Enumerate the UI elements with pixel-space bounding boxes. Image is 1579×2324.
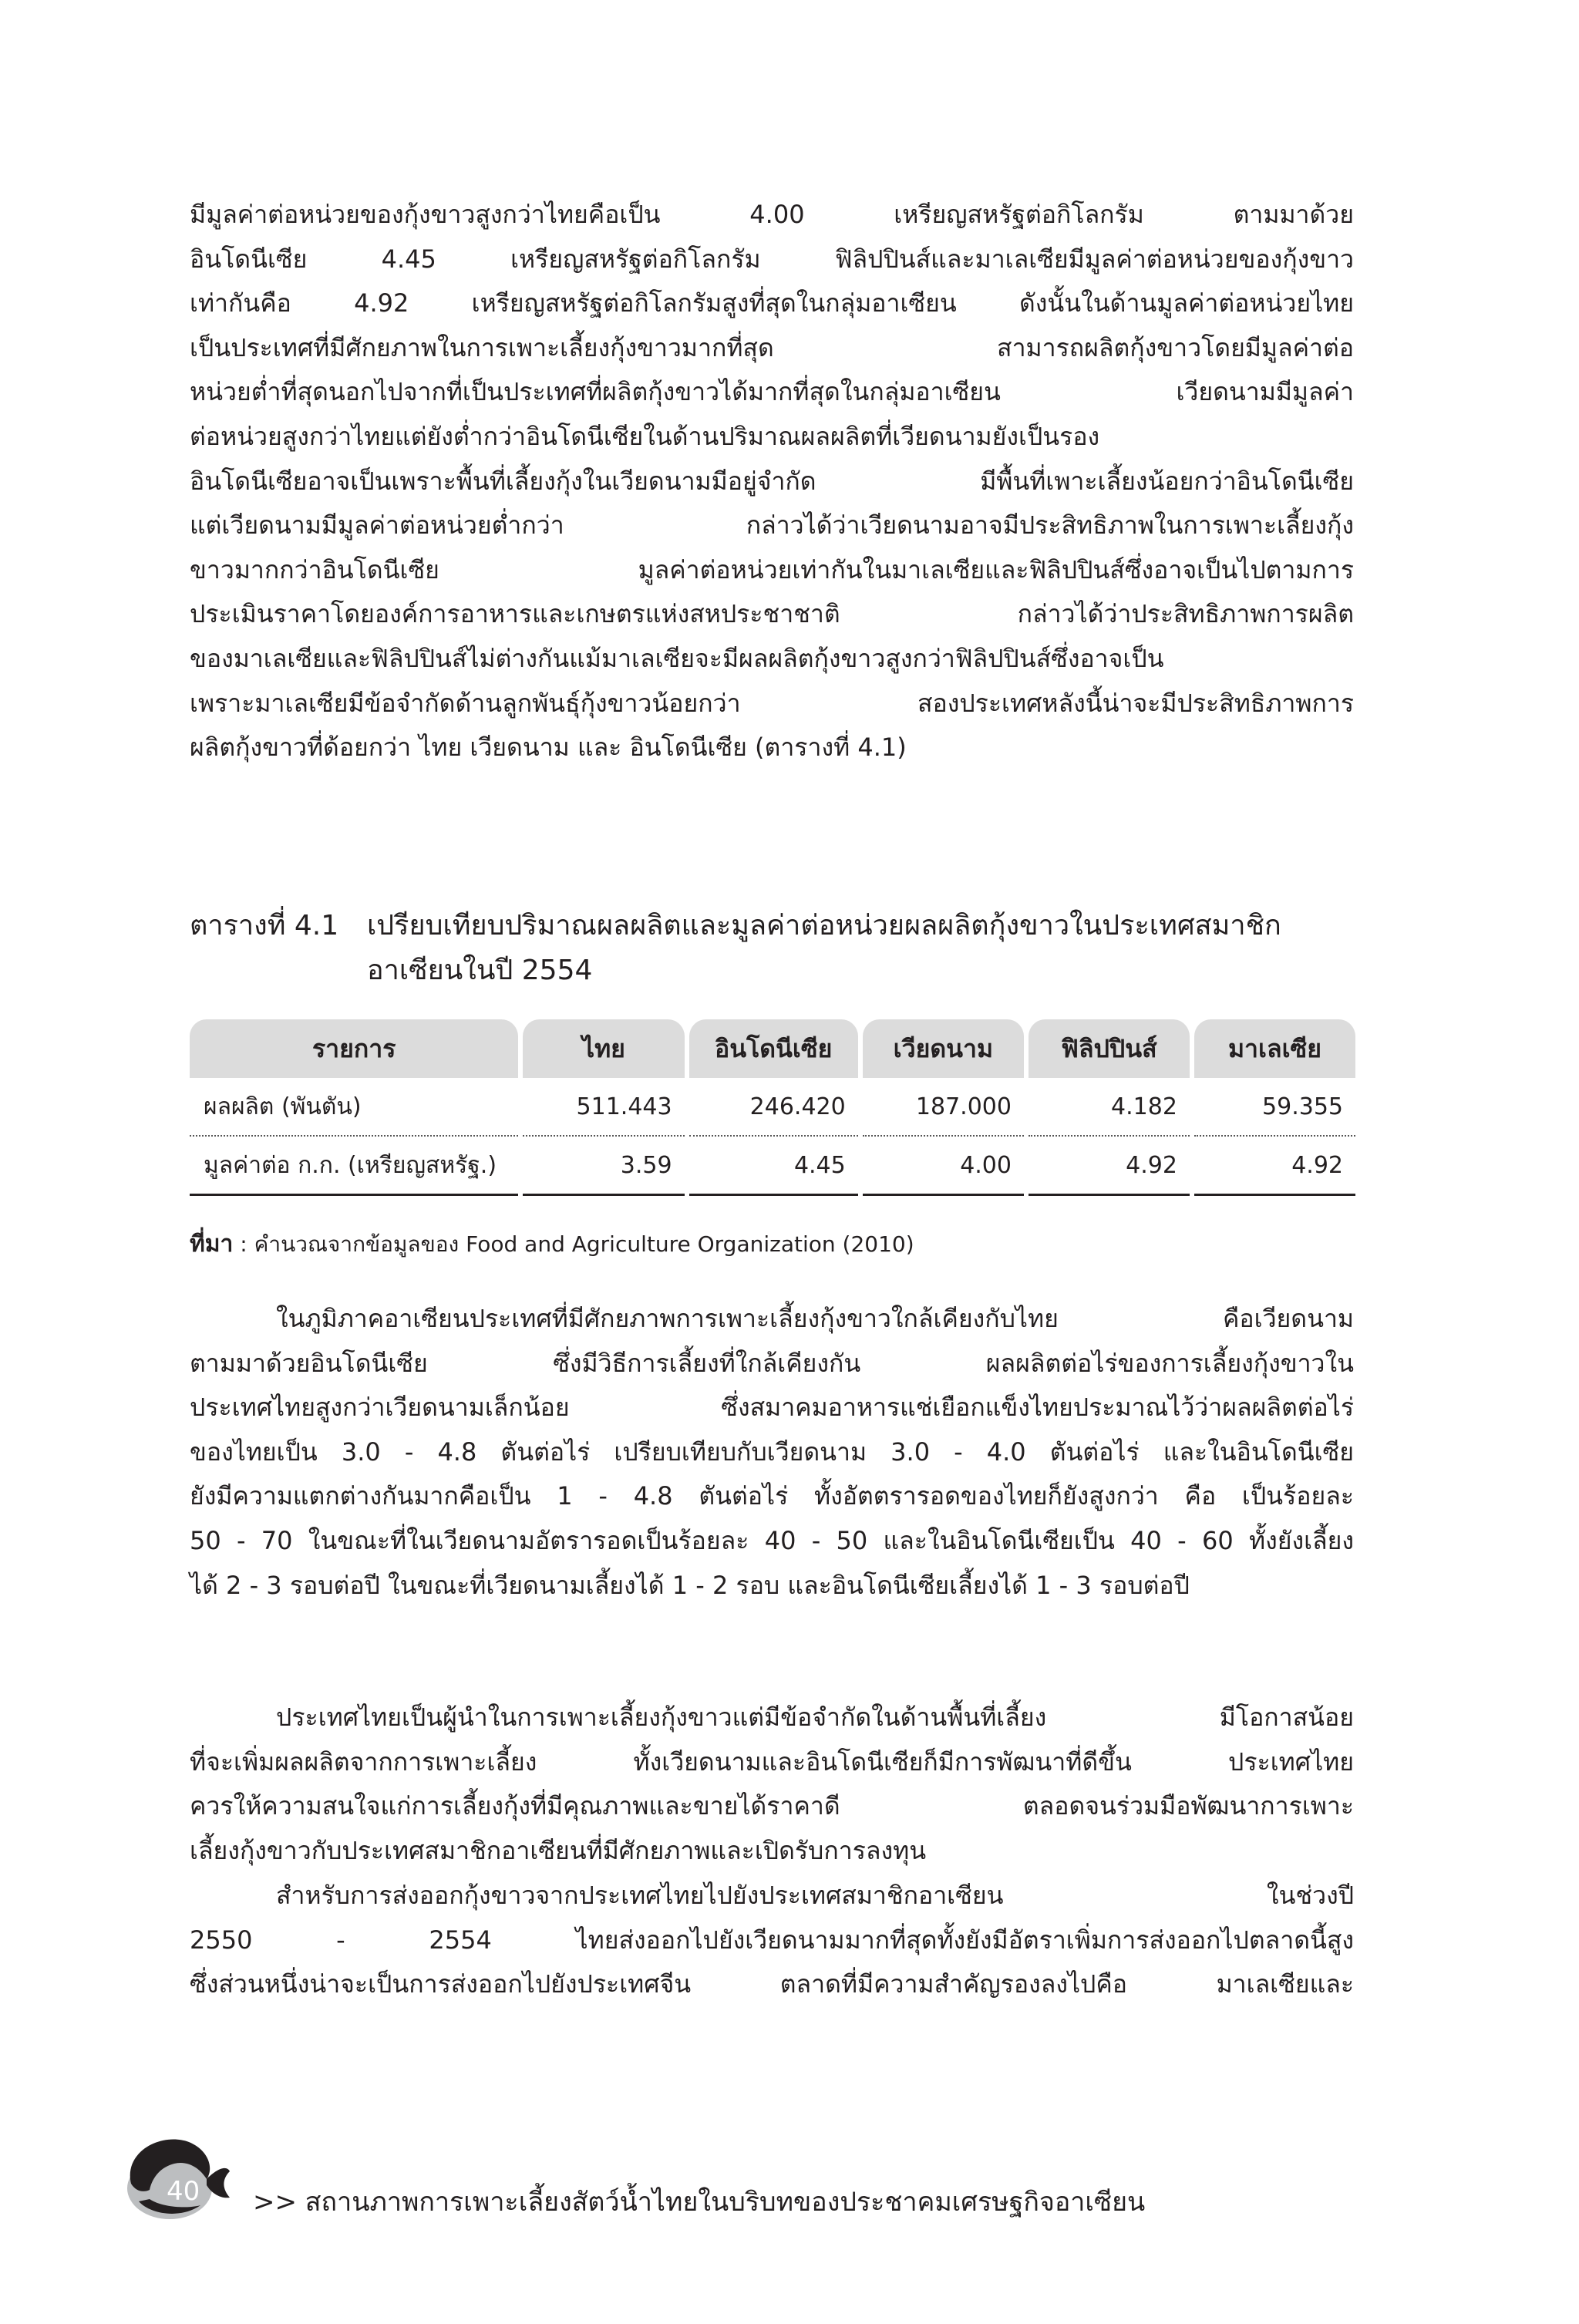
- page-number: 40: [167, 2176, 200, 2207]
- source-label: ที่มา: [190, 1231, 234, 1258]
- text-line: 50 - 70 ในขณะที่ในเวียดนามอัตรารอดเป็นร้อยละ 40 - 50 และในอินโดนีเซียเป็น 40 - 60 ทั้งยังเลี้ยง: [190, 1525, 1354, 1555]
- fish-logo-icon: [116, 2128, 231, 2221]
- paragraph-1: [190, 193, 1354, 770]
- paragraph-2: [190, 1297, 1354, 1608]
- text-line: ของไทยเป็น 3.0 - 4.8 ตันต่อไร่ เปรียบเทียบกับเวียดนาม 3.0 - 4.0 ตันต่อไร่ และในอินโดนีเซีย: [190, 1437, 1354, 1467]
- text-line: เป็นประเทศที่มีศักยภาพในการเพาะเลี้ยงกุ้งขาวมากที่สุด สามารถผลิตกุ้งขาวโดยมีมูลค่าต่อ: [190, 332, 1354, 362]
- text-line: ที่จะเพิ่มผลผลิตจากการเพาะเลี้ยง ทั้งเวียดนามและอินโดนีเซียก็มีการพัฒนาที่ดีขึ้น ประเทศไทย: [190, 1746, 1354, 1777]
- text-line: ของมาเลเซียและฟิลิปปินส์ไม่ต่างกันแม้มาเลเซียจะมีผลผลิตกุ้งขาวสูงกว่าฟิลิปปินส์ซึ่งอาจเป็น: [190, 643, 1164, 673]
- text-line: มีมูลค่าต่อหน่วยของกุ้งขาวสูงกว่าไทยคือเป็น 4.00 เหรียญสหรัฐต่อกิโลกรัม ตามมาด้วย: [190, 200, 1354, 229]
- table-cell: 59.355: [1194, 1078, 1355, 1137]
- text-line: ต่อหน่วยสูงกว่าไทยแต่ยังต่ำกว่าอินโดนีเซียในด้านปริมาณผลผลิตที่เวียดนามยังเป็นรอง: [190, 421, 1100, 451]
- text-line: ประเมินราคาโดยองค์การอาหารและเกษตรแห่งสหประชาชาติ กล่าวได้ว่าประสิทธิภาพการผลิต: [190, 599, 1354, 629]
- table-cell: 187.000: [863, 1078, 1024, 1137]
- table-caption-label: ตารางที่ 4.1: [190, 910, 339, 941]
- text-line: 2550 - 2554 ไทยส่งออกไปยังเวียดนามมากที่สุดทั้งยังมีอัตราเพิ่มการส่งออกไปตลาดนี้สูง: [190, 1925, 1354, 1955]
- column-header: อินโดนีเซีย: [689, 1019, 858, 1078]
- production-table: [185, 1019, 1360, 1196]
- table-cell: 4.92: [1029, 1137, 1190, 1196]
- text-line: ผลิตกุ้งขาวที่ด้อยกว่า ไทย เวียดนาม และ อินโดนีเซีย (ตารางที่ 4.1): [190, 733, 907, 763]
- text-line: ขาวมากกว่าอินโดนีเซีย มูลค่าต่อหน่วยเท่ากันในมาเลเซียและฟิลิปปินส์ซึ่งอาจเป็นไปตามการ: [190, 554, 1354, 584]
- column-header: ไทย: [523, 1019, 684, 1078]
- table-caption-title-cont: อาเซียนในปี 2554: [367, 955, 593, 986]
- paragraph-4: [190, 1874, 1354, 2007]
- table-header-row: [190, 1019, 1355, 1078]
- text-line: ตามมาด้วยอินโดนีเซีย ซึ่งมีวิธีการเลี้ยงที่ใกล้เคียงกัน ผลผลิตต่อไร่ของการเลี้ยงกุ้งขาวใน: [190, 1348, 1354, 1378]
- table-cell: 4.92: [1194, 1137, 1355, 1196]
- table-row: [190, 1137, 1355, 1196]
- table-source-note: [190, 1226, 914, 1262]
- text-line: ประเทศไทยสูงกว่าเวียดนามเล็กน้อย ซึ่งสมาคมอาหารแช่เยือกแข็งไทยประมาณไว้ว่าผลผลิตต่อไร่: [190, 1393, 1354, 1423]
- text-line: เท่ากันคือ 4.92 เหรียญสหรัฐต่อกิโลกรัมสูงที่สุดในกลุ่มอาเซียน ดังนั้นในด้านมูลค่าต่อหน่วยไทย: [190, 288, 1354, 318]
- text-line: แต่เวียดนามมีมูลค่าต่อหน่วยต่ำกว่า กล่าวได้ว่าเวียดนามอาจมีประสิทธิภาพในการเพาะเลี้ยงกุ้ง: [190, 510, 1354, 541]
- text-line: ในภูมิภาคอาเซียนประเทศที่มีศักยภาพการเพาะเลี้ยงกุ้งขาวใกล้เคียงกับไทย คือเวียดนาม: [276, 1304, 1354, 1333]
- table-cell: 3.59: [523, 1137, 684, 1196]
- text-line: ได้ 2 - 3 รอบต่อปี ในขณะที่เวียดนามเลี้ยงได้ 1 - 2 รอบ และอินโดนีเซียเลี้ยงได้ 1 - 3 รอบต่อปี: [190, 1570, 1190, 1600]
- table-cell: ผลผลิต (พันตัน): [190, 1078, 518, 1137]
- table-cell: 246.420: [689, 1078, 858, 1137]
- table-cell: มูลค่าต่อ ก.ก. (เหรียญสหรัฐ.): [190, 1137, 518, 1196]
- table-caption-title: เปรียบเทียบปริมาณผลผลิตและมูลค่าต่อหน่วยผลผลิตกุ้งขาวในประเทศสมาชิก: [367, 910, 1281, 941]
- source-text: : คำนวณจากข้อมูลของ Food and Agriculture Organization (2010): [233, 1231, 914, 1257]
- table-row: [190, 1078, 1355, 1137]
- text-line: อินโดนีเซียอาจเป็นเพราะพื้นที่เลี้ยงกุ้งในเวียดนามมีอยู่จำกัด มีพื้นที่เพาะเลี้ยงน้อยกว่าอินโดนีเซีย: [190, 466, 1354, 496]
- text-line: ยังมีความแตกต่างกันมากคือเป็น 1 - 4.8 ตันต่อไร่ ทั้งอัตตรารอดของไทยก็ยังสูงกว่า คือ เป็นร้อยละ: [190, 1481, 1354, 1511]
- text-line: อินโดนีเซีย 4.45 เหรียญสหรัฐต่อกิโลกรัม ฟิลิปปินส์และมาเลเซียมีมูลค่าต่อหน่วยของกุ้งขาว: [190, 244, 1354, 274]
- column-header: ฟิลิปปินส์: [1029, 1019, 1190, 1078]
- table-cell: 4.182: [1029, 1078, 1190, 1137]
- text-line: สำหรับการส่งออกกุ้งขาวจากประเทศไทยไปยังประเทศสมาชิกอาเซียน ในช่วงปี: [276, 1881, 1354, 1910]
- column-header: รายการ: [190, 1019, 518, 1078]
- running-footer-title: >> สถานภาพการเพาะเลี้ยงสัตว์น้ำไทยในบริบทของประชาคมเศรษฐกิจอาเซียน: [253, 2187, 1146, 2218]
- paragraph-3: [190, 1696, 1354, 1873]
- text-line: เลี้ยงกุ้งขาวกับประเทศสมาชิกอาเซียนที่มีศักยภาพและเปิดรับการลงทุน: [190, 1835, 927, 1865]
- column-header: มาเลเซีย: [1194, 1019, 1355, 1078]
- text-line: ซึ่งส่วนหนึ่งน่าจะเป็นการส่งออกไปยังประเทศจีน ตลาดที่มีความสำคัญรองลงไปคือ มาเลเซียและ: [190, 1969, 1354, 1999]
- text-line: เพราะมาเลเซียมีข้อจำกัดด้านลูกพันธุ์กุ้งขาวน้อยกว่า สองประเทศหลังนี้น่าจะมีประสิทธิภาพการ: [190, 688, 1354, 718]
- table-cell: 511.443: [523, 1078, 684, 1137]
- table-cell: 4.00: [863, 1137, 1024, 1196]
- column-header: เวียดนาม: [863, 1019, 1024, 1078]
- page-footer: [116, 2128, 1426, 2221]
- table-cell: 4.45: [689, 1137, 858, 1196]
- text-line: ประเทศไทยเป็นผู้นำในการเพาะเลี้ยงกุ้งขาวแต่มีข้อจำกัดในด้านพื้นที่เลี้ยง มีโอกาสน้อย: [276, 1703, 1354, 1732]
- text-line: หน่วยต่ำที่สุดนอกไปจากที่เป็นประเทศที่ผลิตกุ้งขาวได้มากที่สุดในกลุ่มอาเซียน เวียดนามมีมูลค่า: [190, 377, 1354, 407]
- text-line: ควรให้ความสนใจแก่การเลี้ยงกุ้งที่มีคุณภาพและขายได้ราคาดี ตลอดจนร่วมมือพัฒนาการเพาะ: [190, 1791, 1354, 1821]
